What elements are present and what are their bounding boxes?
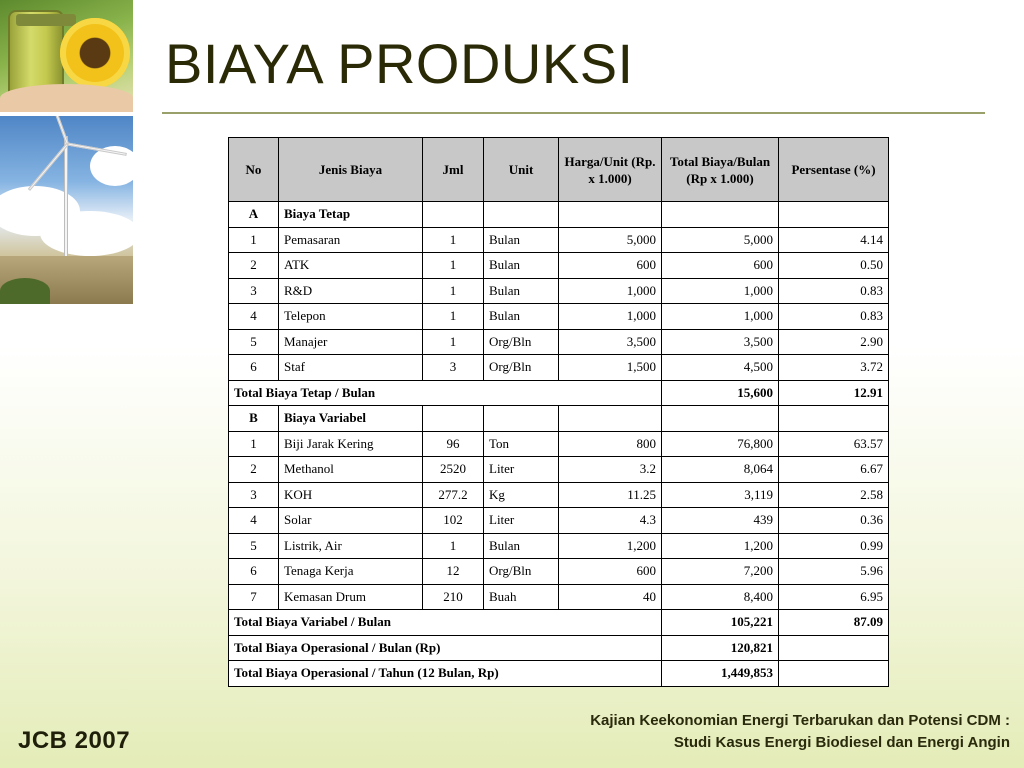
cell-jenis: Methanol [279, 457, 423, 483]
cell-jml: 1 [423, 278, 484, 304]
cell-pct: 0.99 [779, 533, 889, 559]
cell-total: 8,400 [662, 584, 779, 610]
cell-total: 600 [662, 253, 779, 279]
wind-turbine-photo [0, 116, 133, 304]
cell-no: 5 [229, 329, 279, 355]
cell-unit: Buah [484, 584, 559, 610]
total-fixed-row [229, 380, 889, 406]
cell-pct: 2.58 [779, 482, 889, 508]
cell-total: 3,500 [662, 329, 779, 355]
cell-jml: 12 [423, 559, 484, 585]
cell-harga: 11.25 [559, 482, 662, 508]
cell-jenis: Tenaga Kerja [279, 559, 423, 585]
cell-jenis: Solar [279, 508, 423, 534]
cell-unit: Bulan [484, 533, 559, 559]
table-row [229, 304, 889, 330]
title-divider [162, 112, 985, 114]
cell-unit: Bulan [484, 227, 559, 253]
cell-jenis: Telepon [279, 304, 423, 330]
header-unit: Unit [484, 138, 559, 202]
table-row [229, 482, 889, 508]
cell-no: 4 [229, 508, 279, 534]
footer-line-2: Studi Kasus Energi Biodiesel dan Energi Angin [673, 734, 1010, 751]
table-header-row [229, 138, 889, 202]
total-pct: 12.91 [779, 380, 889, 406]
cell-jml: 277.2 [423, 482, 484, 508]
header-jenis-biaya: Jenis Biaya [279, 138, 423, 202]
cell-harga: 600 [559, 253, 662, 279]
biodiesel-sunflower-photo [0, 0, 133, 112]
table-row [229, 559, 889, 585]
cell-no: 1 [229, 431, 279, 457]
total-pct: 87.09 [779, 610, 889, 636]
total-label: Total Biaya Operasional / Tahun (12 Bulan, Rp) [229, 661, 662, 687]
cell-unit: Ton [484, 431, 559, 457]
cell-harga: 40 [559, 584, 662, 610]
section-row-a [229, 202, 889, 228]
cell-harga: 800 [559, 431, 662, 457]
total-value: 1,449,853 [662, 661, 779, 687]
cell-no: 3 [229, 482, 279, 508]
cell-unit: Liter [484, 457, 559, 483]
cell-pct: 2.90 [779, 329, 889, 355]
cell-total: 76,800 [662, 431, 779, 457]
cell-total: 439 [662, 508, 779, 534]
cell-pct: 0.36 [779, 508, 889, 534]
cell-pct: 0.50 [779, 253, 889, 279]
cell-pct: 4.14 [779, 227, 889, 253]
total-label: Total Biaya Operasional / Bulan (Rp) [229, 635, 662, 661]
cost-table-container [228, 137, 888, 687]
cell-total: 1,000 [662, 304, 779, 330]
cell-harga: 1,000 [559, 304, 662, 330]
table-row [229, 278, 889, 304]
section-label: Biaya Tetap [279, 202, 423, 228]
cell-total: 8,064 [662, 457, 779, 483]
cell-jenis: Manajer [279, 329, 423, 355]
cell-pct: 5.96 [779, 559, 889, 585]
section-no: B [229, 406, 279, 432]
cell-unit: Bulan [484, 278, 559, 304]
cell-jml: 210 [423, 584, 484, 610]
cell-unit: Bulan [484, 253, 559, 279]
cell-jenis: R&D [279, 278, 423, 304]
table-row [229, 584, 889, 610]
cell-pct: 0.83 [779, 304, 889, 330]
cell-jenis: Kemasan Drum [279, 584, 423, 610]
table-row [229, 533, 889, 559]
cell-jenis: KOH [279, 482, 423, 508]
production-cost-table [228, 137, 889, 687]
table-row [229, 508, 889, 534]
cell-harga: 5,000 [559, 227, 662, 253]
sunflower-image [60, 18, 130, 88]
cell-total: 7,200 [662, 559, 779, 585]
cell-jml: 1 [423, 227, 484, 253]
header-persentase: Persentase (%) [779, 138, 889, 202]
cell-jml: 3 [423, 355, 484, 381]
cell-pct: 0.83 [779, 278, 889, 304]
cell-jenis: ATK [279, 253, 423, 279]
total-variable-row [229, 610, 889, 636]
hand-image [0, 84, 133, 112]
total-operational-year-row [229, 661, 889, 687]
cell-no: 2 [229, 253, 279, 279]
cell-jml: 102 [423, 508, 484, 534]
cell-harga: 1,200 [559, 533, 662, 559]
cell-unit: Liter [484, 508, 559, 534]
cell-jml: 1 [423, 253, 484, 279]
total-label: Total Biaya Variabel / Bulan [229, 610, 662, 636]
cell-harga: 600 [559, 559, 662, 585]
cell-unit: Org/Bln [484, 355, 559, 381]
total-operational-month-row [229, 635, 889, 661]
cell-unit: Org/Bln [484, 329, 559, 355]
total-value: 105,221 [662, 610, 779, 636]
cell-jenis: Listrik, Air [279, 533, 423, 559]
cell-harga: 1,000 [559, 278, 662, 304]
cell-pct: 6.95 [779, 584, 889, 610]
header-no: No [229, 138, 279, 202]
cell-harga: 1,500 [559, 355, 662, 381]
cell-no: 6 [229, 355, 279, 381]
cell-total: 1,200 [662, 533, 779, 559]
cell-no: 1 [229, 227, 279, 253]
cell-harga: 3.2 [559, 457, 662, 483]
slide-title: BIAYA PRODUKSI [165, 32, 634, 95]
table-row [229, 253, 889, 279]
turbine-mast [64, 136, 68, 266]
cell-harga: 3,500 [559, 329, 662, 355]
section-no: A [229, 202, 279, 228]
footer-author-year: JCB 2007 [18, 727, 131, 754]
cell-unit: Org/Bln [484, 559, 559, 585]
total-pct [779, 661, 889, 687]
total-value: 120,821 [662, 635, 779, 661]
footer-line-1: Kajian Keekonomian Energi Terbarukan dan Potensi CDM : [590, 712, 1010, 729]
cell-jml: 96 [423, 431, 484, 457]
cell-unit: Bulan [484, 304, 559, 330]
cell-total: 5,000 [662, 227, 779, 253]
total-label: Total Biaya Tetap / Bulan [229, 380, 662, 406]
section-label: Biaya Variabel [279, 406, 423, 432]
cell-total: 1,000 [662, 278, 779, 304]
cell-pct: 6.67 [779, 457, 889, 483]
cell-pct: 3.72 [779, 355, 889, 381]
cell-no: 7 [229, 584, 279, 610]
cell-total: 4,500 [662, 355, 779, 381]
table-row [229, 431, 889, 457]
cell-no: 2 [229, 457, 279, 483]
cell-unit: Kg [484, 482, 559, 508]
table-row [229, 329, 889, 355]
cell-no: 6 [229, 559, 279, 585]
cell-jenis: Biji Jarak Kering [279, 431, 423, 457]
header-harga-unit: Harga/Unit (Rp. x 1.000) [559, 138, 662, 202]
cell-jml: 1 [423, 304, 484, 330]
table-row [229, 355, 889, 381]
cell-jenis: Staf [279, 355, 423, 381]
section-row-b [229, 406, 889, 432]
table-row [229, 227, 889, 253]
cell-jml: 1 [423, 533, 484, 559]
header-jml: Jml [423, 138, 484, 202]
total-pct [779, 635, 889, 661]
total-value: 15,600 [662, 380, 779, 406]
table-row [229, 457, 889, 483]
cell-jml: 2520 [423, 457, 484, 483]
cell-no: 5 [229, 533, 279, 559]
header-total-biaya: Total Biaya/Bulan (Rp x 1.000) [662, 138, 779, 202]
cell-no: 3 [229, 278, 279, 304]
cell-total: 3,119 [662, 482, 779, 508]
cell-jenis: Pemasaran [279, 227, 423, 253]
cell-pct: 63.57 [779, 431, 889, 457]
cell-jml: 1 [423, 329, 484, 355]
footer-study-title [590, 710, 1010, 754]
cell-harga: 4.3 [559, 508, 662, 534]
cell-no: 4 [229, 304, 279, 330]
